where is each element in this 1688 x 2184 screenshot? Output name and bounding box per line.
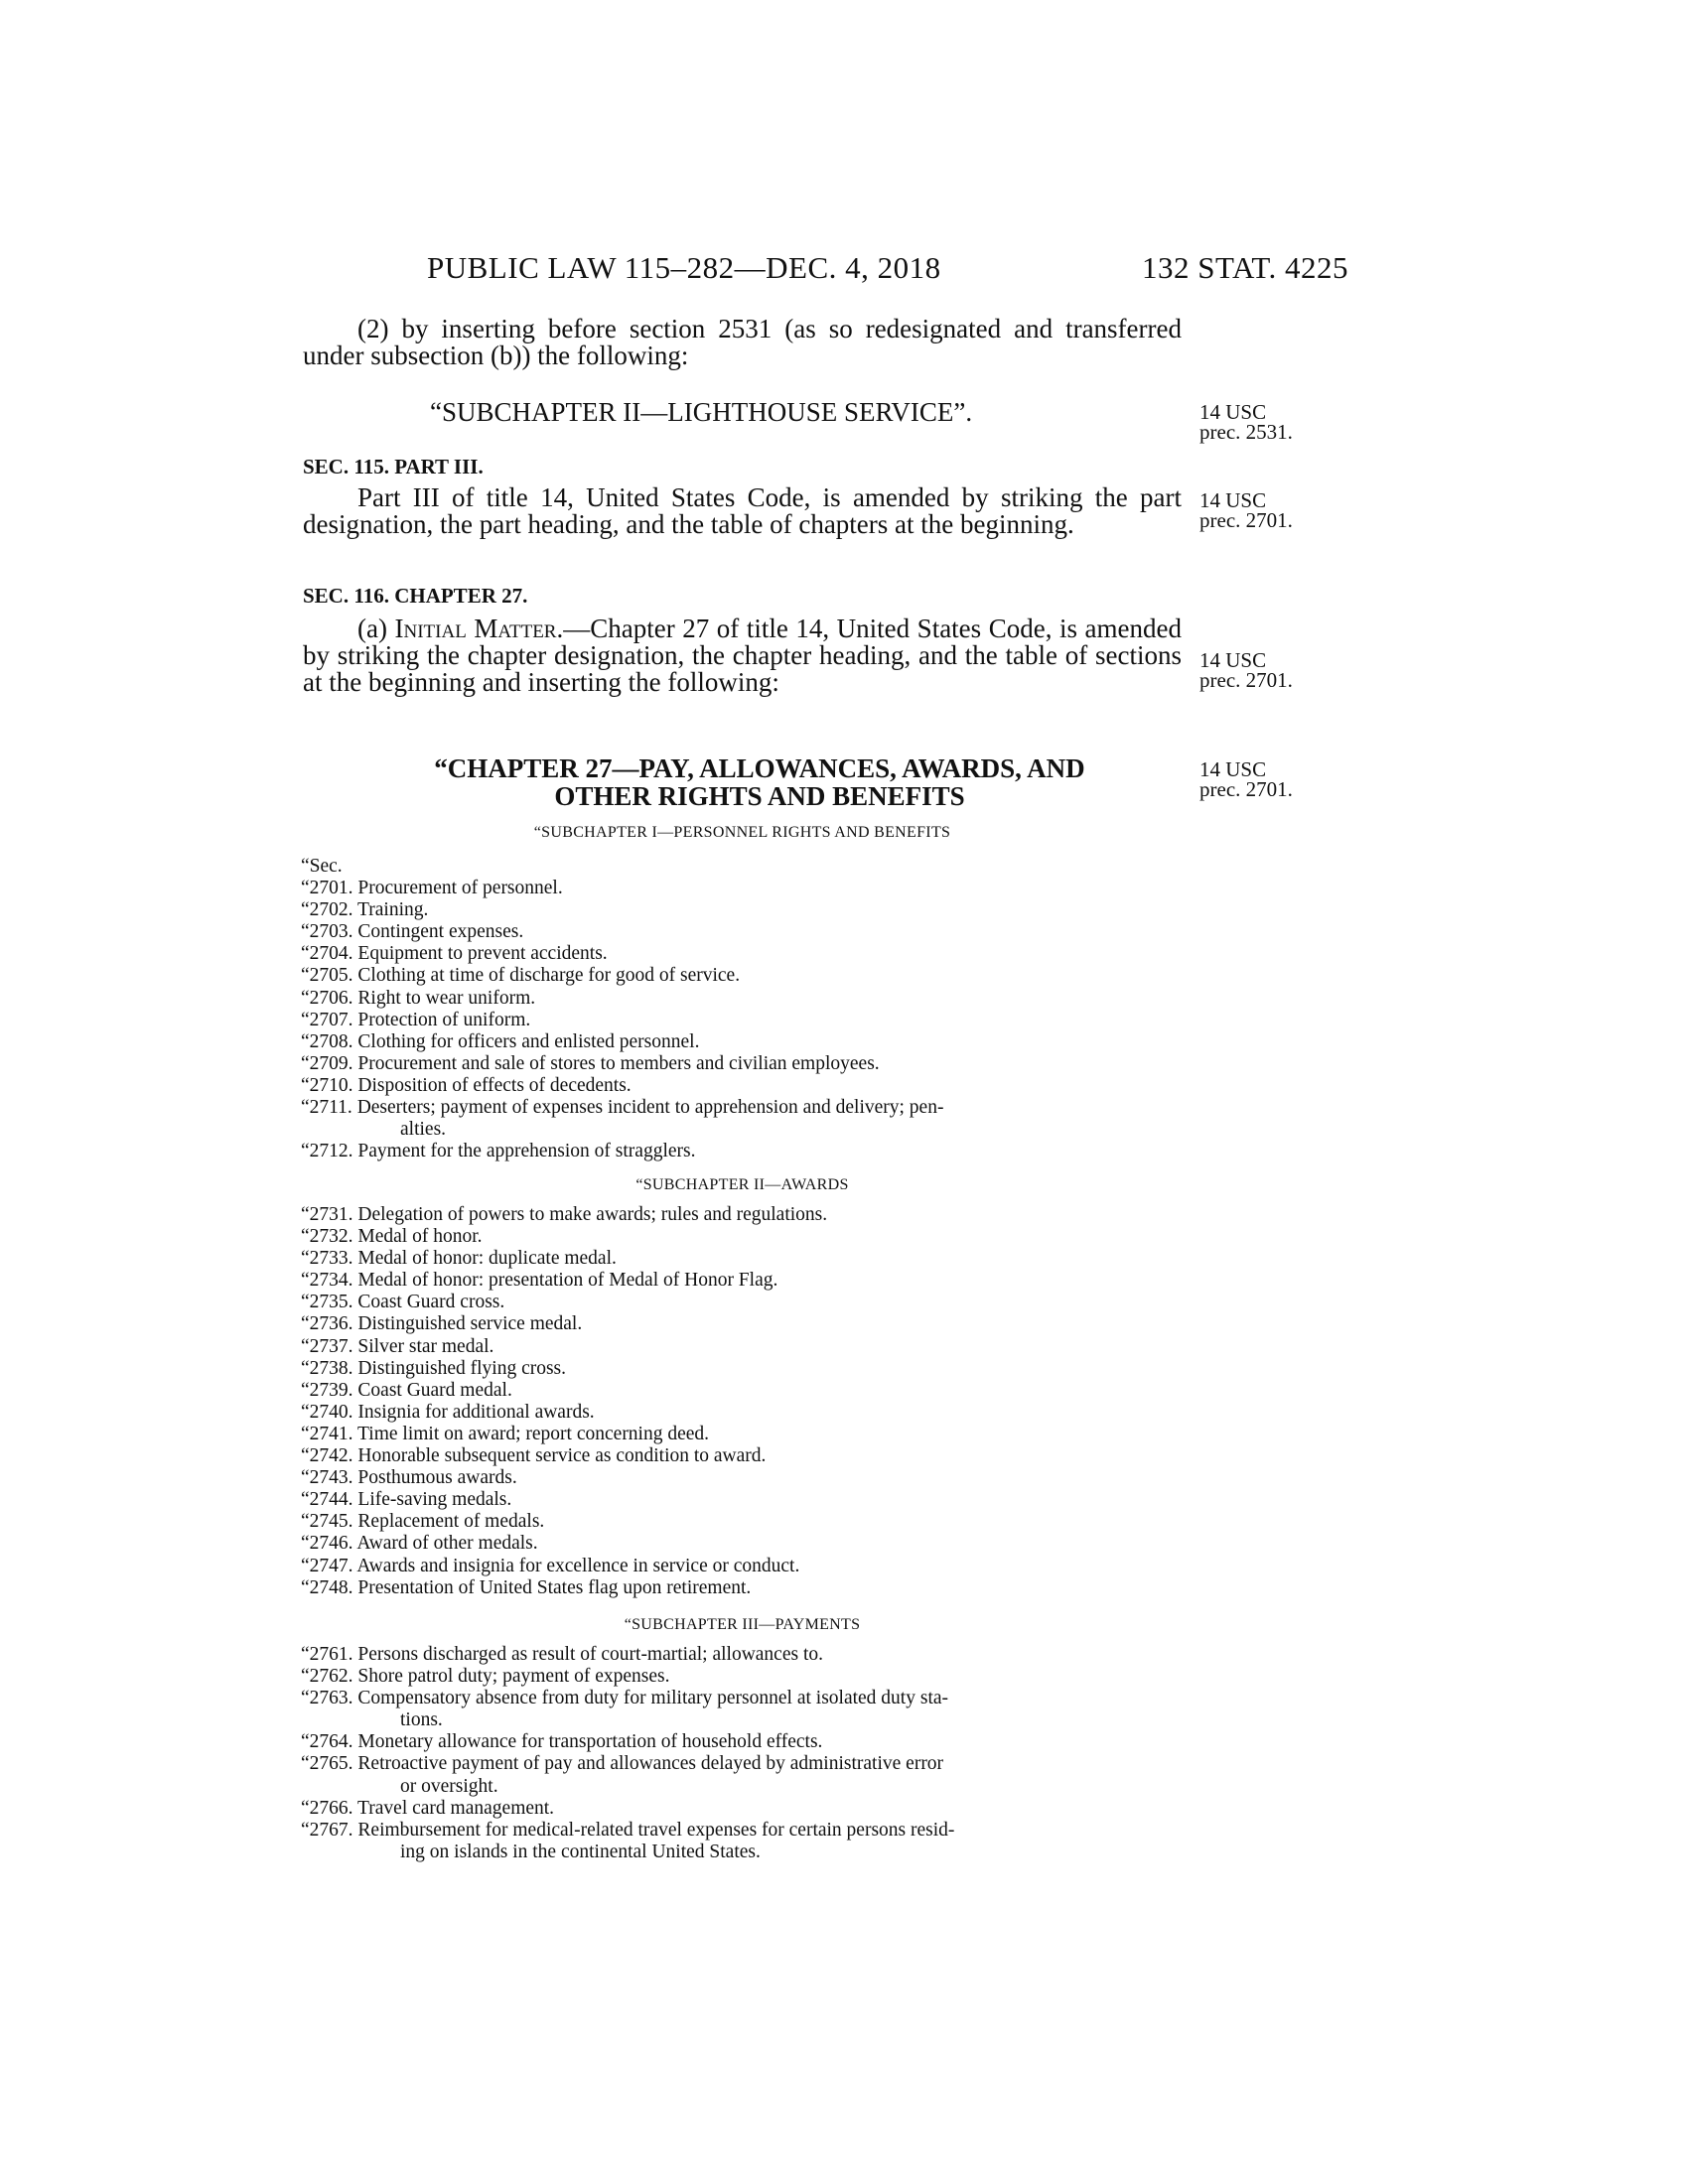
section-title: Posthumous awards. — [352, 1467, 517, 1489]
section-title: Right to wear uniform. — [352, 987, 536, 1009]
subchapter-lighthouse-heading: “SUBCHAPTER II—LIGHTHOUSE SERVICE”. — [430, 397, 973, 427]
section-number: “2709. — [301, 1052, 353, 1074]
section-number: “2764. — [301, 1731, 353, 1753]
section-number: “2744. — [301, 1489, 353, 1511]
section-title: Medal of honor: duplicate medal. — [352, 1248, 617, 1270]
section-title: Medal of honor. — [352, 1226, 483, 1248]
section-number: “2766. — [301, 1797, 353, 1819]
margin-note-1: 14 USC prec. 2531. — [1199, 400, 1293, 444]
section-title: Shore patrol duty; payment of expenses. — [352, 1666, 670, 1688]
margin-note-4: 14 USC prec. 2701. — [1199, 757, 1293, 801]
section-title: Medal of honor: presentation of Medal of Honor Flag. — [352, 1270, 778, 1292]
toc-entry — [301, 1731, 1185, 1753]
section-number: “2762. — [301, 1666, 353, 1688]
toc-entry — [301, 1533, 1185, 1555]
section-title: Payment for the apprehension of stragglers. — [352, 1141, 696, 1162]
section-title: Coast Guard medal. — [352, 1379, 512, 1401]
section-number: “2707. — [301, 1009, 353, 1030]
section-number: “2712. — [301, 1141, 353, 1162]
section-title: Equipment to prevent accidents. — [352, 943, 608, 965]
subchapter3-heading: “SUBCHAPTER III—PAYMENTS — [624, 1616, 861, 1633]
section-number: “2748. — [301, 1576, 353, 1598]
section-number: “2746. — [301, 1533, 353, 1555]
subchapter1-toc — [301, 856, 1185, 1162]
section-number: “2763. — [301, 1688, 353, 1709]
toc-entry — [301, 1204, 1185, 1226]
section-number: “2745. — [301, 1511, 353, 1533]
toc-entry — [301, 1753, 1185, 1797]
page-header — [0, 250, 1688, 290]
toc-entry — [301, 1489, 1185, 1511]
section-title: Procurement and sale of stores to members and civilian employees. — [352, 1052, 880, 1074]
toc-entry — [301, 1644, 1185, 1666]
section-number: “2740. — [301, 1401, 353, 1423]
sec116-text: (a) Initial Matter.—Chapter 27 of title 14, United States Code, is amended by striking the chapter designation, the chapter heading, and the table of sections at the beginning and inserting the following: — [303, 614, 1183, 697]
toc-entry — [301, 878, 1185, 899]
toc-entry — [301, 1577, 1185, 1599]
section-number: “2704. — [301, 943, 353, 965]
section-title-continuation: or oversight. — [400, 1775, 498, 1797]
section-number: “2736. — [301, 1313, 353, 1335]
section-title: Clothing for officers and enlisted personnel. — [352, 1030, 700, 1052]
section-title-continuation: ing on islands in the continental United States. — [400, 1841, 761, 1862]
section-title: Honorable subsequent service as condition to award. — [352, 1445, 767, 1467]
toc-entry — [301, 899, 1185, 921]
section-number: “2733. — [301, 1248, 353, 1270]
section-title: Retroactive payment of pay and allowances delayed by administrative error — [352, 1753, 944, 1775]
section-number: “2703. — [301, 921, 353, 943]
section-number: “2732. — [301, 1226, 353, 1248]
toc-entry — [301, 1445, 1185, 1467]
section-title: Reimbursement for medical-related travel expenses for certain persons resid- — [352, 1819, 955, 1841]
section-title: Presentation of United States flag upon retirement. — [352, 1576, 752, 1598]
section-title: Disposition of effects of decedents. — [352, 1074, 632, 1096]
section-title: Clothing at time of discharge for good of service. — [352, 965, 741, 987]
subchapter2-heading: “SUBCHAPTER II—AWARDS — [635, 1176, 849, 1193]
section-title: Travel card management. — [352, 1797, 555, 1819]
toc-entry — [301, 1031, 1185, 1053]
subchapter1-heading: “SUBCHAPTER I—PERSONNEL RIGHTS AND BENEFITS — [533, 824, 951, 841]
section-title: Training. — [352, 899, 429, 921]
margin-note-3: 14 USC prec. 2701. — [1199, 648, 1293, 692]
chapter-27-title: “CHAPTER 27—PAY, ALLOWANCES, AWARDS, AND OTHER RIGHTS AND BENEFITS — [434, 753, 1085, 811]
section-number: “2738. — [301, 1357, 353, 1379]
section-title: Compensatory absence from duty for military personnel at isolated duty sta- — [352, 1688, 949, 1709]
toc-entry — [301, 1467, 1185, 1489]
sec-label: “Sec. — [301, 856, 343, 877]
paragraph-2: (2) by inserting before section 2531 (as so redesignated and transferred under subsection (b)) the following: — [303, 314, 1182, 370]
section-number: “2747. — [301, 1555, 353, 1576]
section-title-continuation: tions. — [400, 1709, 443, 1731]
toc-entry — [301, 1424, 1185, 1445]
section-title: Time limit on award; report concerning deed. — [352, 1423, 710, 1444]
section-title: Monetary allowance for transportation of household effects. — [352, 1731, 823, 1753]
section-title: Persons discharged as result of court-martial; allowances to. — [352, 1644, 823, 1665]
section-number: “2710. — [301, 1074, 353, 1096]
toc-entry — [301, 1313, 1185, 1335]
toc-entry — [301, 1075, 1185, 1097]
section-title: Life-saving medals. — [352, 1489, 512, 1511]
section-title: Contingent expenses. — [352, 921, 524, 943]
toc-entry — [301, 1820, 1185, 1863]
toc-entry — [301, 1053, 1185, 1075]
margin-note-2: 14 USC prec. 2701. — [1199, 488, 1293, 532]
toc-entry — [301, 965, 1185, 987]
initial-matter-caption: Initial Matter — [394, 614, 557, 643]
subchapter2-toc — [301, 1204, 1185, 1599]
section-number: “2765. — [301, 1753, 353, 1775]
toc-entry — [301, 1798, 1185, 1820]
section-title: Distinguished service medal. — [352, 1313, 583, 1335]
toc-entry — [301, 1358, 1185, 1380]
section-number: “2734. — [301, 1270, 353, 1292]
section-number: “2735. — [301, 1292, 353, 1313]
section-number: “2706. — [301, 987, 353, 1009]
toc-entry — [301, 1666, 1185, 1688]
section-title: Deserters; payment of expenses incident to apprehension and delivery; pen- — [352, 1097, 944, 1119]
section-number: “2743. — [301, 1467, 353, 1489]
section-title: Procurement of personnel. — [352, 878, 563, 899]
section-number: “2741. — [301, 1423, 353, 1444]
toc-entry — [301, 1010, 1185, 1031]
toc-entry — [301, 1688, 1185, 1731]
toc-entry — [301, 1380, 1185, 1402]
toc-entry — [301, 921, 1185, 943]
section-number: “2742. — [301, 1445, 353, 1467]
toc-entry — [301, 1511, 1185, 1533]
toc-list-1 — [301, 878, 1185, 1162]
section-title: Delegation of powers to make awards; rules and regulations. — [352, 1204, 828, 1225]
toc-entry — [301, 1097, 1185, 1141]
toc-entry — [301, 1292, 1185, 1313]
section-title: Silver star medal. — [352, 1335, 494, 1357]
toc-entry — [301, 1402, 1185, 1424]
toc-entry — [301, 1556, 1185, 1577]
section-title: Insignia for additional awards. — [352, 1401, 595, 1423]
section-number: “2702. — [301, 899, 353, 921]
toc-entry — [301, 1141, 1185, 1162]
section-title-continuation: alties. — [400, 1119, 447, 1141]
toc-entry — [301, 1226, 1185, 1248]
section-title: Award of other medals. — [352, 1533, 538, 1555]
section-title: Awards and insignia for excellence in service or conduct. — [352, 1555, 800, 1576]
section-title: Replacement of medals. — [352, 1511, 545, 1533]
subchapter3-toc — [301, 1644, 1185, 1863]
section-number: “2711. — [301, 1097, 352, 1119]
section-title: Distinguished flying cross. — [352, 1357, 567, 1379]
toc-entry — [301, 988, 1185, 1010]
toc-entry — [301, 1336, 1185, 1358]
section-number: “2737. — [301, 1335, 353, 1357]
toc-entry — [301, 1270, 1185, 1292]
header-stat-page: 132 STAT. 4225 — [1142, 250, 1349, 285]
section-number: “2708. — [301, 1030, 353, 1052]
sec115-text: Part III of title 14, United States Code, is amended by striking the part designation, the part heading, and the table of chapters at the beginning. — [303, 482, 1182, 539]
sec115-heading: SEC. 115. PART III. — [303, 455, 484, 478]
header-title: PUBLIC LAW 115–282—DEC. 4, 2018 — [427, 250, 941, 285]
section-number: “2767. — [301, 1819, 353, 1841]
section-number: “2701. — [301, 878, 353, 899]
toc-entry — [301, 943, 1185, 965]
section-title: Protection of uniform. — [352, 1009, 531, 1030]
section-number: “2705. — [301, 965, 353, 987]
toc-list-3 — [301, 1644, 1185, 1863]
toc-list-2 — [301, 1204, 1185, 1599]
section-number: “2761. — [301, 1644, 353, 1665]
section-title: Coast Guard cross. — [352, 1292, 505, 1313]
section-number: “2731. — [301, 1204, 353, 1225]
sec116-heading: SEC. 116. CHAPTER 27. — [303, 584, 528, 608]
section-number: “2739. — [301, 1379, 353, 1401]
toc-entry — [301, 1248, 1185, 1270]
